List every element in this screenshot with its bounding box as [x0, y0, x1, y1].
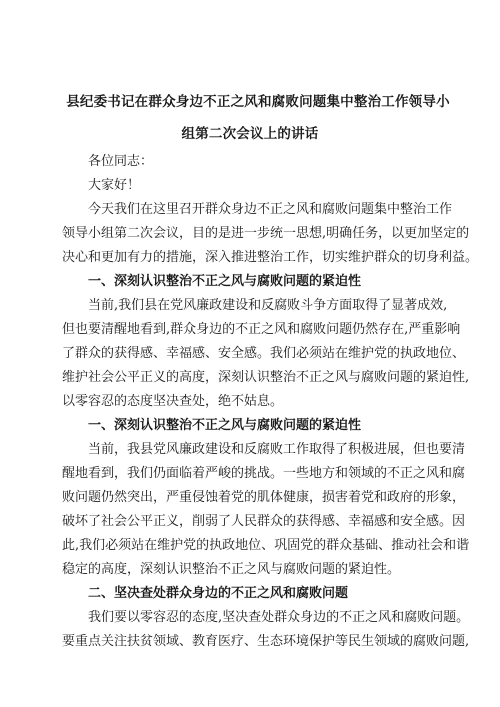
section-heading: 二、坚决查处群众身边的不正之风和腐败问题	[88, 586, 349, 601]
section-2	[62, 414, 492, 582]
paragraph-line: 当前,我们县在党风廉政建设和反腐败斗争方面取得了显著成效,	[88, 298, 448, 313]
paragraph-line: 要重点关注扶贫领域、教育医疗、生态环境保护等民生领域的腐败问题,	[62, 634, 470, 649]
title-line-2: 组第二次会议上的讲话	[181, 126, 319, 142]
paragraph-line: 了群众的获得感、幸福感、安全感。我们必须站在维护党的执政地位、	[62, 346, 466, 361]
paragraph-line: 维护社会公平正义的高度，深刻认识整治不正之风与腐败问题的紧迫性,	[62, 370, 470, 385]
paragraph-line: 但也要清醒地看到,群众身边的不正之风和腐败问题仍然存在,严重影响	[62, 322, 461, 337]
intro-paragraph	[62, 198, 492, 270]
salutation: 各位同志：	[88, 154, 154, 169]
paragraph-line: 以零容忍的态度坚决查处，绝不姑息。	[62, 394, 284, 409]
title-line-1: 县纪委书记在群众身边不正之风和腐败问题集中整治工作领导小	[66, 94, 450, 110]
paragraph-line: 领导小组第二次会议，目的是进一步统一思想,明确任务，以更加坚定的	[62, 226, 470, 241]
paragraph-line: 当前，我县党风廉政建设和反腐败工作取得了积极进展，但也要清	[88, 442, 466, 457]
paragraph-line: 今天我们在这里召开群众身边不正之风和腐败问题集中整治工作	[88, 202, 453, 217]
section-heading: 一、深刻认识整治不正之风与腐败问题的紧迫性	[88, 274, 362, 289]
section-1	[62, 270, 492, 414]
paragraph-line: 稳定的高度，深刻认识整治不正之风与腐败问题的紧迫性。	[62, 562, 401, 577]
paragraph-line: 醒地看到，我们仍面临着严峻的挑战。一些地方和领域的不正之风和腐	[62, 466, 466, 481]
section-3	[62, 582, 492, 654]
greeting: 大家好！	[88, 178, 141, 193]
document-body	[62, 150, 492, 654]
paragraph-line: 此,我们必须站在维护党的执政地位、巩固党的群众基础、推动社会和谐	[62, 538, 470, 553]
paragraph-line: 决心和更加有力的措施，深入推进整治工作，切实维护群众的切身利益。	[62, 250, 479, 265]
paragraph-line: 我们要以零容忍的态度,坚决查处群众身边的不正之风和腐败问题。	[88, 610, 470, 625]
section-heading: 一、深刻认识整治不正之风与腐败问题的紧迫性	[88, 418, 362, 433]
paragraph-line: 败问题仍然突出，严重侵蚀着党的肌体健康，损害着党和政府的形象，	[62, 490, 466, 505]
paragraph-line: 破坏了社会公平正义，削弱了人民群众的获得感、幸福感和安全感。因	[62, 514, 466, 529]
